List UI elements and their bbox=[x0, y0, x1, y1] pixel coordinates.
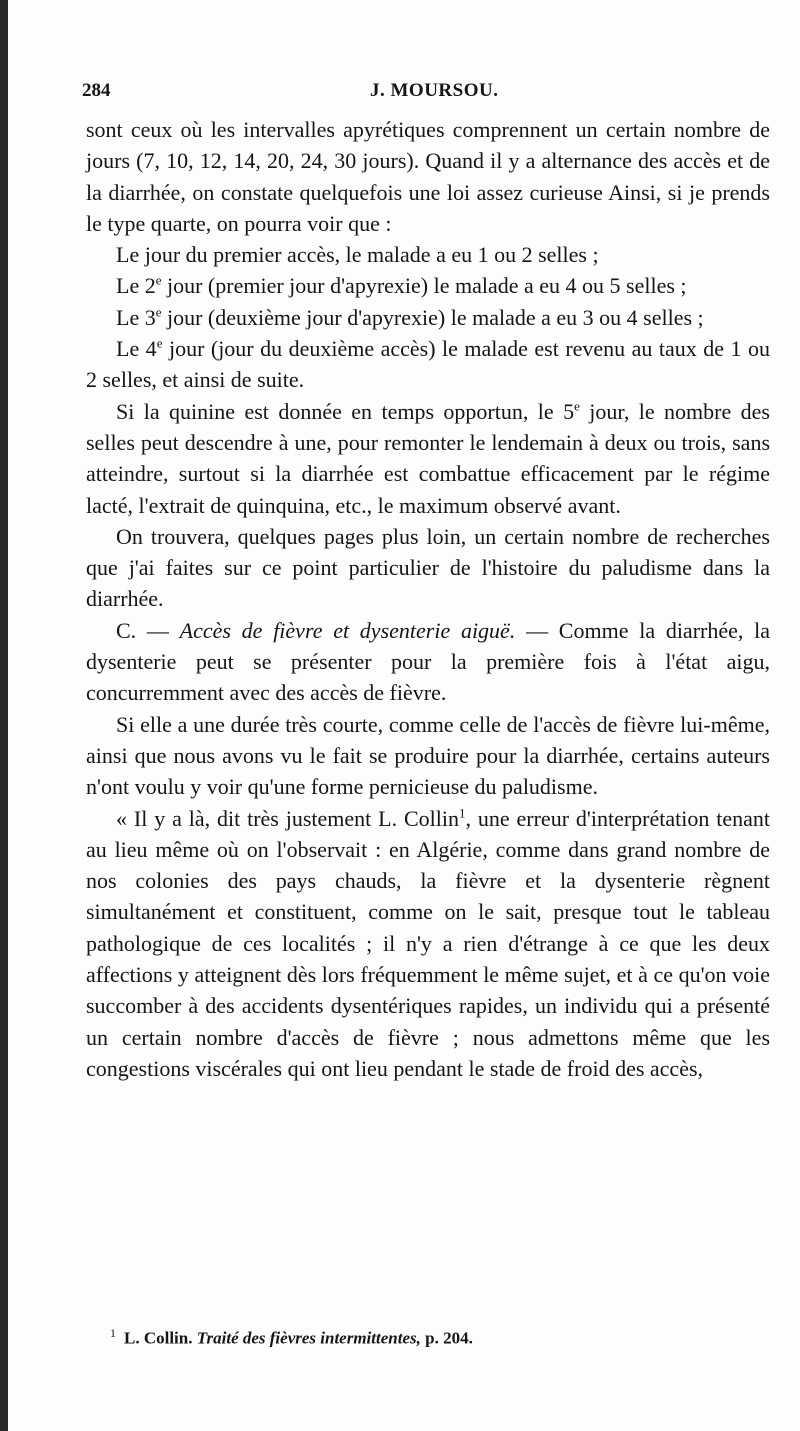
ordinal-superscript: e bbox=[155, 304, 162, 320]
running-head bbox=[80, 80, 770, 110]
paragraph-3-rest: jour (premier jour d'apyrexie) le malade a eu 4 ou 5 selles ; bbox=[161, 273, 687, 299]
paragraph-5-start: Le 4 bbox=[116, 336, 157, 362]
footnote bbox=[110, 1322, 770, 1350]
paragraph-4-start: Le 3 bbox=[116, 304, 156, 330]
paragraph-5 bbox=[86, 333, 770, 396]
ordinal-superscript: e bbox=[574, 398, 580, 414]
body-text bbox=[86, 114, 770, 1084]
running-title: J. MOURSOU. bbox=[370, 80, 499, 101]
scan-edge bbox=[0, 0, 8, 1431]
paragraph-2: Le jour du premier accès, le malade a eu 1 ou 2 selles ; bbox=[116, 242, 599, 268]
footnote-title: Traité des fièvres intermittentes, bbox=[196, 1328, 421, 1348]
footnote-author: L. Collin. bbox=[124, 1328, 193, 1348]
section-heading: Accès de fièvre et dysenterie aiguë. bbox=[179, 617, 516, 643]
quote-rest: , une erreur d'interprétation tenant au lieu même où on l'observait : en Algérie, comme dans grand nombre de nos colonies des pays chauds, la fièvre et la dysenterie règnent simultanément et constituent, comme on le sait, presque tout le tableau pathologique de ces localités ; il n'y a rien d'étrange à ce que les deux affections y atteignent dès lors fréquemment le même sujet, et à ce qu'on voie succomber à des accidents dysentériques rapides, un individu qui a présenté un certain nombre d'accès de fièvre ; nous admettons même que les congestions viscérales qui ont lieu pendant le stade de froid des accès, bbox=[86, 805, 771, 1081]
footnote-reference[interactable]: 1 bbox=[458, 805, 466, 821]
section-label: C. — bbox=[116, 617, 180, 643]
paragraph-10 bbox=[86, 803, 770, 1085]
paragraph-8 bbox=[86, 615, 770, 709]
footnote-page: p. 204. bbox=[425, 1328, 473, 1348]
paragraph-6-start: Si la quinine est donnée en temps opportun, le 5 bbox=[116, 398, 575, 424]
quote-start: « Il y a là, dit très justement L. Collin bbox=[116, 805, 459, 831]
ordinal-superscript: e bbox=[155, 273, 162, 289]
paragraph-7: On trouvera, quelques pages plus loin, un certain nombre de recherches que j'ai faites sur ce point particulier de l'histoire du paludisme dans la diarrhée. bbox=[86, 523, 770, 612]
paragraph-6 bbox=[86, 396, 770, 521]
paragraph-6-rest: jour, le nombre des selles peut descendre à une, pour remonter le lendemain à deux ou trois, sans atteindre, surtout si la diarrhée est combattue efficacement par le régime lacté, l'extrait de quinquina, etc., le maximum observé avant. bbox=[86, 398, 770, 518]
paragraph-4 bbox=[86, 302, 770, 333]
paragraph-1: sont ceux où les intervalles apyrétiques comprennent un certain nombre de jours (7, 10, 12, 14, 20, 24, 30 jours). Quand il y a alternance des accès et de la diarrhée, on constate quelquefois une loi assez curieuse Ainsi, si je prends le type quarte, on pourra voir que : bbox=[86, 117, 770, 236]
paragraph-3-start: Le 2 bbox=[116, 273, 156, 299]
paragraph-4-rest: jour (deuxième jour d'apyrexie) le malade a eu 3 ou 4 selles ; bbox=[161, 304, 704, 330]
paragraph-8-rest: — Comme la diarrhée, la dysenterie peut se présenter pour la première fois à l'état aigu, concurremment avec des accès de fièvre. bbox=[86, 617, 770, 706]
page-number: 284 bbox=[82, 80, 111, 101]
ordinal-superscript: e bbox=[156, 335, 163, 351]
footnote-marker: 1 bbox=[110, 1326, 116, 1340]
paragraph-3 bbox=[86, 270, 770, 301]
paragraph-5-rest: jour (jour du deuxième accès) le malade est revenu au taux de 1 ou 2 selles, et ainsi de suite. bbox=[86, 336, 770, 393]
paragraph-9: Si elle a une durée très courte, comme celle de l'accès de fièvre lui-même, ainsi que nous avons vu le fait se produire pour la diarrhée, certains auteurs n'ont voulu y voir qu'une forme pernicieuse du paludisme. bbox=[86, 711, 770, 800]
